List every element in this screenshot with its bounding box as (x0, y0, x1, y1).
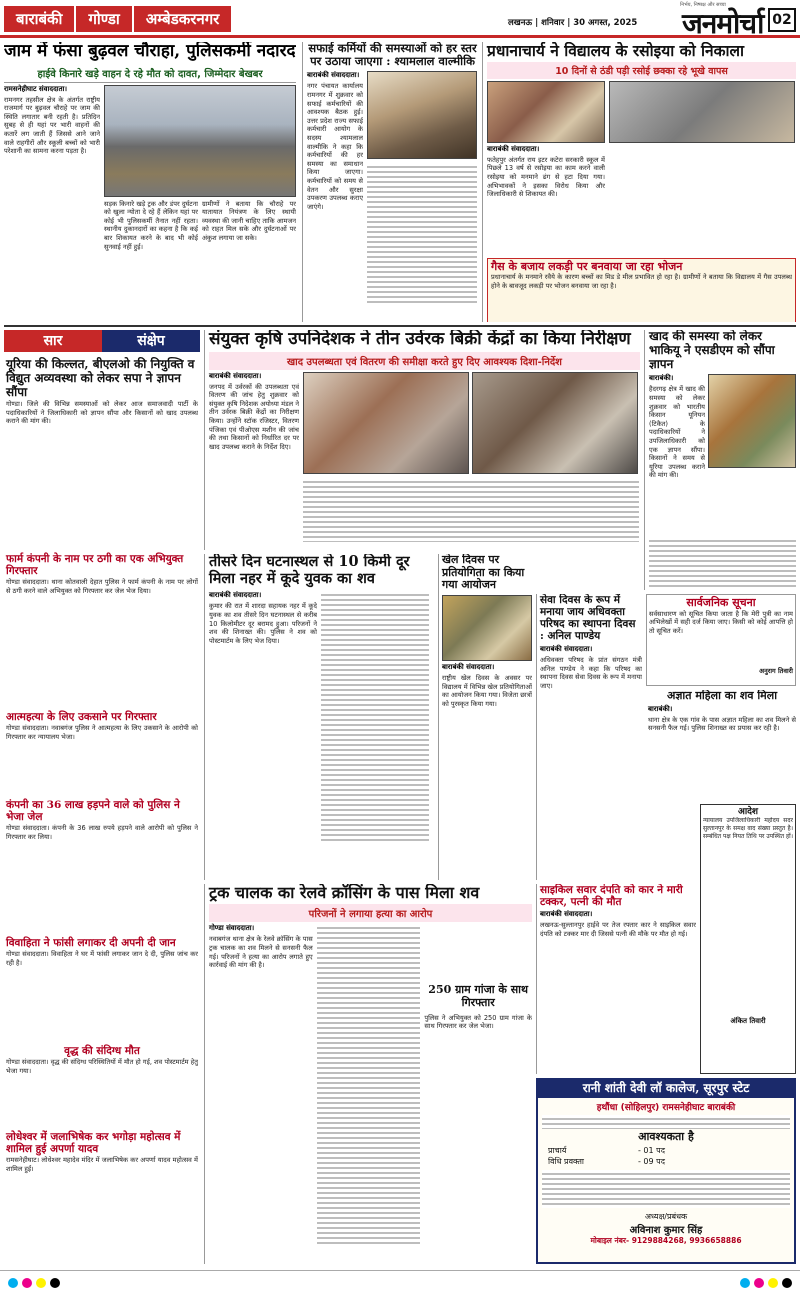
story-body: फतेहपुर अंतर्गत राय इटर कटेरा सरकारी स्कूल में पिछले 13 वर्ष से रसोइया का काम करने वाली रसोइया को मनमाने ढंग से हटा दिया गया। अभिभावकों ने इसका विरोध किया और जिलाधिकारी से शिकायत की। (487, 155, 605, 199)
byline: बाराबंकी संवाददाता। (442, 662, 495, 671)
tagline: निर्भय, निष्पक्ष और सच्चा (680, 2, 726, 8)
byline: बाराबंकी संवाददाता। (209, 591, 262, 600)
photo-sports-day (442, 595, 532, 661)
headline: ट्रक चालक का रेलवे क्रॉसिंग के पास मिला शव (209, 884, 480, 902)
story-body-col2: सड़क किनारे खड़े ट्रक और डंपर दुर्घटना को खुला न्योता दे रहे हैं लेकिन यहां पर कोई भी पुलिसकर्मी तैनात नहीं रहता। स्थानीय दुकानदारों का कहना है कि कई बार शिकायत करने के बाद भी कोई सुनवाई नहीं हुई। (104, 199, 198, 251)
brief-headline: लोधेश्वर में जलाभिषेक कर भगोड़ा महोत्सव में शामिल हुई अपर्णा यादव (6, 1131, 181, 1155)
story-continued (303, 478, 639, 542)
story-body: थाना क्षेत्र के एक गांव के पास अज्ञात महिला का शव मिलने से सनसनी फैल गई। पुलिस शिनाख्त का प्रयास कर रही है। (648, 715, 796, 733)
box-lakdi (487, 258, 796, 322)
brief-headline: विवाहिता ने फांसी लगाकर दी अपनी दी जान (6, 937, 176, 949)
brief-body: गोण्डा संवाददाता। थाना कोतवाली देहात पुलिस ने फार्म कंपनी के नाम पर लोगों से ठगी करने वाले अभियुक्त को गिरफ्तार कर जेल भेज दिया। (6, 578, 198, 595)
story-cycle-accident (536, 884, 696, 1074)
photo-cook-protest (487, 81, 605, 143)
brief-body: गोण्डा। जिले की विभिन्न समस्याओं को लेकर आज समाजवादी पार्टी के पदाधिकारियों ने जिलाधिकारी को ज्ञापन सौंपा और किसानों को खाद उपलब्ध कराने की मांग की। (6, 400, 198, 426)
story-woman (646, 690, 796, 800)
byline: बाराबंकी संवाददाता। (540, 645, 593, 654)
brief-label-saar: सार (4, 330, 102, 352)
story-body-col3: ग्रामीणों ने बताया कि चौराहे पर यातायात नियंत्रण के लिए स्थायी व्यवस्था की जानी चाहिए ताकि आमजन को राहत मिल सके और दुर्घटनाओं पर अंकुश लगाया जा सके। (202, 199, 296, 242)
story-continued (321, 591, 429, 841)
section-tab-barabanki[interactable]: बाराबंकी (4, 6, 76, 32)
story-continued (367, 163, 477, 303)
headline: खाद की समस्या को लेकर भाकियू ने एसडीएम को सौंपा ज्ञापन (649, 330, 775, 371)
headline: प्रधानाचार्य ने विद्यालय के रसोइया को निकाला (487, 42, 745, 60)
story-continued (649, 537, 796, 590)
legal-notice (700, 804, 796, 1074)
masthead: जनमोर्चा (682, 7, 764, 40)
ad-post-count: - 09 पद (638, 1157, 665, 1167)
brief-label-sankshep: संक्षेप (137, 333, 165, 349)
byline: बाराबंकी संवाददाता। (540, 910, 593, 919)
photo-fertilizer-shop-2 (472, 372, 638, 474)
ad-sign-role: अध्यक्ष/प्रबंधक (644, 1212, 688, 1222)
subheadline: हाईवे किनारे खड़े वाहन दे रहे मौत को दावत, जिम्मेदार बेखबर (4, 64, 296, 83)
story-continued (317, 924, 421, 1244)
page-number: 02 (768, 8, 796, 32)
brief-column (4, 330, 200, 1250)
box-headline: गैस के बजाय लकड़ी पर बनवाया जा रहा भोजन (491, 259, 683, 273)
story-body: जनपद में उर्वरकों की उपलब्धता एवं वितरण की जांच हेतु शुक्रवार को संयुक्त कृषि निदेशक अयोध्या मंडल ने तीन उर्वरक बिक्री केंद्रों का निरीक्षण किया। उन्होंने स्टॉक रजिस्टर, वितरण पंजिका एवं पीओएस मशीन की जांच की तथा किसानों को निर्धारित दर पर खाद उपलब्ध कराने के निर्देश दिए। (209, 382, 299, 451)
headline: अज्ञात महिला का शव मिला (666, 690, 778, 702)
story-body: हैदरगढ़ क्षेत्र में खाद की समस्या को लेकर शुक्रवार को भारतीय किसान यूनियन (टिकैत) के पदाधिकारियों ने उपजिलाधिकारी को एक ज्ञापन सौंपा। किसानों ने समय से यूरिया उपलब्ध कराने की मांग की। (649, 385, 705, 480)
notice-sign: अनुराग तिवारी (759, 666, 793, 675)
subheadline: खाद उपलब्धता एवं वितरण की समीक्षा करते हुए दिए आवश्यक दिशा-निर्देश (209, 352, 640, 370)
headline: सेवा दिवस के रूप में मनाया जाय अधिवक्ता परिषद का स्थापना दिवस : अनिल पाण्डेय (540, 594, 636, 643)
brief-body: गोण्डा संवाददाता। नवाबगंज पुलिस ने आत्महत्या के लिए उकसाने के आरोपी को गिरफ्तार कर न्यायालय भेजा। (6, 724, 198, 741)
divider (4, 325, 796, 327)
section-tab-ambedkarnagar[interactable]: अम्बेडकरनगर (134, 6, 234, 32)
story-jam (4, 42, 296, 322)
brief-headline: यूरिया की किल्लत, बीएलओ की नियुक्ति व विद्युत अव्यवस्था को लेकर सपा ने ज्ञापन सौंपा (6, 357, 195, 399)
story-krishi (204, 330, 640, 550)
brief-headline: वृद्ध की संदिग्ध मौत (64, 1045, 140, 1057)
byline: गोण्डा संवाददाता। (209, 924, 255, 933)
dateline: लखनऊ | शनिवार | 30 अगस्त, 2025 (508, 18, 638, 28)
ad-subtitle: हथौंधा (सोहिलपुर) रामसनेहीघाट बाराबंकी (596, 1102, 736, 1113)
brief-headline: फार्म कंपनी के नाम पर ठगी का एक अभियुक्त गिरफ्तार (6, 553, 184, 577)
print-registration-strip (0, 1270, 800, 1295)
public-notice (646, 594, 796, 686)
byline: बाराबंकी संवाददाता। (209, 371, 262, 380)
story-body-col1: रामनगर तहसील क्षेत्र के अंतर्गत राष्ट्रीय राजमार्ग पर बुढ़वल चौराहे पर जाम की स्थिति लगातार बनी रहती है। प्रतिदिन सुबह से ही यहां पर भारी वाहनों की कतारें लग जाती हैं जिससे आने जाने वाले राहगीरों और स्कूली बच्चों को भारी परेशानी का सामना करना पड़ता है। (4, 95, 100, 156)
law-college-ad (536, 1078, 796, 1264)
photo-bhakiyu-memo (708, 374, 796, 468)
section-tab-gonda[interactable]: गोण्डा (76, 6, 133, 32)
brief-body: रामसनेहीघाट। लोधेश्वर महादेव मंदिर में जलाभिषेक कर अपर्णा यादव महोत्सव में शामिल हुईं। (6, 1156, 198, 1173)
legal-sign: अंकित तिवारी (730, 1017, 766, 1026)
story-truck (204, 884, 532, 1264)
byline: बाराबंकी संवाददाता। (487, 144, 540, 153)
brief-headline: आत्महत्या के लिए उकसाने पर गिरफ्तार (6, 711, 157, 723)
legal-body: न्यायालय उपजिलाधिकारी महोदय सदर सुल्तानपुर के समक्ष वाद संख्या प्रस्तुत है। सम्बंधित पक्ष नियत तिथि पर उपस्थित हों। (703, 817, 793, 841)
photo-traffic-jam (104, 85, 296, 197)
header-bar (0, 0, 800, 38)
notice-body: सर्वसाधारण को सूचित किया जाता है कि मेरी पुत्री का नाम अभिलेखों में सही दर्ज किया जाए। किसी को कोई आपत्ति हो तो सूचित करें। (649, 609, 793, 635)
story-body: नवाबगंज थाना क्षेत्र के रेलवे क्रॉसिंग के पास ट्रक चालक का शव मिलने से सनसनी फैल गई। परिजनों ने हत्या का आरोप लगाते हुए कार्रवाई की मांग की है। (209, 935, 313, 970)
headline: खेल दिवस पर प्रतियोगिता का किया गया आयोजन (442, 554, 525, 592)
subheadline: परिजनों ने लगाया हत्या का आरोप (209, 904, 532, 922)
ad-need: आवश्यकता है (638, 1129, 694, 1143)
brief-body: गोण्डा संवाददाता। वृद्ध की संदिग्ध परिस्थितियों में मौत हो गई, शव पोस्टमार्टम हेतु भेजा गया। (6, 1058, 198, 1075)
brief-body: गोण्डा संवाददाता। कंपनी के 36 लाख रुपये हड़पने वाले आरोपी को पुलिस ने गिरफ्तार कर लिया। (6, 824, 198, 841)
story-sewa (536, 594, 642, 880)
byline: रामसनेहीघाट संवाददाता। (4, 84, 68, 93)
legal-title: आदेश (737, 807, 759, 817)
byline: बाराबंकी। (649, 374, 674, 383)
photo-school-kitchen (609, 81, 795, 143)
headline: जाम में फंसा बुढ़वल चौराहा, पुलिसकर्मी नदारद (4, 42, 296, 61)
brief-headline: कंपनी का 36 लाख हड़पने वाले को पुलिस ने भेजा जेल (6, 799, 180, 823)
story-body: अधिवक्ता परिषद के प्रांत संगठन मंत्री अनिल पाण्डेय ने कहा कि परिषद का स्थापना दिवस सेवा दिवस के रूप में मनाया जाए। (540, 656, 642, 691)
story-body: राष्ट्रीय खेल दिवस के अवसर पर विद्यालय में विभिन्न खेल प्रतियोगिताओं का आयोजन किया गया। विजेता छात्रों को पुरस्कृत किया गया। (442, 673, 532, 708)
headline: तीसरे दिन घटनास्थल से 10 किमी दूर मिला नहर में कूदे युवक का शव (209, 554, 410, 587)
byline: बाराबंकी। (648, 704, 673, 713)
ad-title: रानी शांती देवी लॉ कालेज, सूरपुर स्टेट (538, 1080, 794, 1098)
photo-safai-meeting (367, 71, 477, 159)
story-bhakiyu (644, 330, 796, 590)
ad-mobile: मोबाइल नंबर- 9129884268, 9936658886 (590, 1236, 742, 1246)
brief-body: गोण्डा संवाददाता। विवाहिता ने घर में फांसी लगाकर जान दे दी, पुलिस जांच कर रही है। (6, 950, 198, 967)
box-body: प्रधानाचार्य के मनमाने रवैये के कारण बच्चों का मिड डे मील प्रभावित हो रहा है। ग्रामीणों ने बताया कि विद्यालय में गैस उपलब्ध होने के बावजूद लकड़ी पर भोजन बनवाया जा रहा है। (491, 273, 792, 291)
story-nahar (204, 554, 434, 880)
box-body: पुलिस ने अभियुक्त को 250 ग्राम गांजा के साथ गिरफ्तार कर जेल भेजा। (424, 1013, 532, 1031)
ad-intro (542, 1115, 790, 1129)
headline: सफाई कर्मियों की समस्याओं को हर स्तर पर उठाया जाएगा : श्यामलाल वाल्मीकि (308, 42, 477, 69)
brief-banner (4, 330, 200, 352)
box-headline: 250 ग्राम गांजा के साथ गिरफ्तार (428, 983, 529, 1010)
ad-terms (542, 1170, 790, 1208)
subheadline: 10 दिनों से ठंडी पड़ी रसोई छक्का रहे भूखे वापस (487, 62, 796, 79)
notice-title: सार्वजनिक सूचना (686, 596, 756, 609)
photo-fertilizer-shop-1 (303, 372, 469, 474)
ad-sign-name: अविनाश कुमार सिंह (629, 1225, 703, 1237)
story-body: कुमार की रात में शारदा सहायक नहर में कूदे युवक का शव तीसरे दिन घटनास्थल से करीब 10 किलोमीटर दूर बरामद हुआ। परिजनों ने शव की शिनाख्त की। पुलिस ने शव को पोस्टमार्टम के लिए भेज दिया। (209, 602, 317, 645)
story-body: लखनऊ-सुल्तानपुर हाईवे पर तेज रफ्तार कार ने साइकिल सवार दंपति को टक्कर मार दी जिससे पत्नी की मौके पर मौत हो गई। (540, 921, 696, 938)
headline: साइकिल सवार दंपति को कार ने मारी टक्कर, पत्नी की मौत (540, 884, 683, 909)
story-khel (438, 554, 532, 880)
story-safai (302, 42, 478, 322)
story-cook (482, 42, 796, 322)
ad-post-count: - 01 पद (638, 1146, 665, 1156)
byline: बाराबंकी संवाददाता। (307, 71, 360, 80)
headline: संयुक्त कृषि उपनिदेशक ने तीन उर्वरक बिक्री केंद्रों का किया निरीक्षण (209, 330, 631, 349)
ad-post: प्राचार्य (548, 1146, 567, 1156)
ad-post: विधि प्रवक्ता (548, 1157, 584, 1167)
story-body: नगर पंचायत कार्यालय रामनगर में शुक्रवार को सफाई कर्मचारियों की आवश्यक बैठक हुई। उत्तर प्रदेश राज्य सफाई कर्मचारी आयोग के सदस्य श्यामलाल वाल्मीकि ने कहा कि कर्मचारियों की हर समस्या का समाधान किया जाएगा। कर्मचारियों को समय से वेतन और सुरक्षा उपकरण उपलब्ध कराए जाएंगे। (307, 82, 363, 211)
